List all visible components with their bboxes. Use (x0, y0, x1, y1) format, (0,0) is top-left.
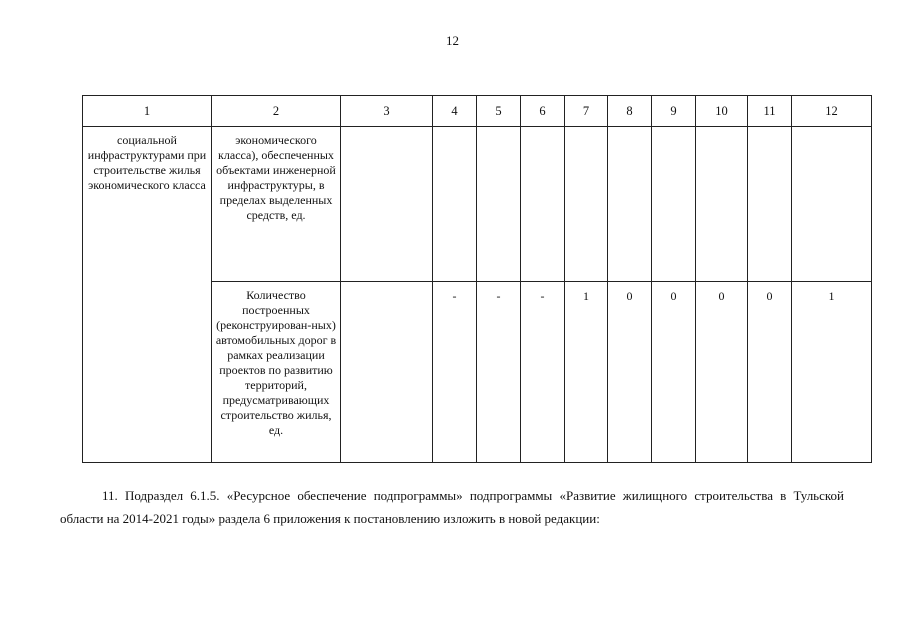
column-header: 3 (341, 96, 433, 127)
column-header: 8 (608, 96, 652, 127)
program-cell: социальной инфраструктурами при строительстве жилья экономического класса (83, 127, 212, 463)
column-header: 10 (696, 96, 748, 127)
indicator-cell: Количество построенных (реконструирован-ных) автомобильных дорог в рамках реализации проектов по развитию территорий, предусматривающих строительство жилья, ед. (212, 282, 341, 463)
column-header: 6 (521, 96, 565, 127)
column-header: 11 (748, 96, 792, 127)
empty-cell (565, 127, 608, 282)
column-header: 9 (652, 96, 696, 127)
value-cell: - (433, 282, 477, 463)
value-cell: 0 (748, 282, 792, 463)
empty-cell (341, 127, 433, 282)
value-cell: 0 (652, 282, 696, 463)
column-header: 7 (565, 96, 608, 127)
column-header: 1 (83, 96, 212, 127)
table-row (83, 127, 872, 282)
empty-cell (341, 282, 433, 463)
value-cell: - (521, 282, 565, 463)
indicator-cell: экономического класса), обеспеченных объектами инженерной инфраструктуры, в пределах выделенных средств, ед. (212, 127, 341, 282)
page-number: 12 (446, 33, 459, 48)
empty-cell (477, 127, 521, 282)
column-header: 12 (792, 96, 872, 127)
table-header-row (83, 96, 872, 127)
empty-cell (652, 127, 696, 282)
value-cell: 1 (792, 282, 872, 463)
indicators-table (82, 95, 872, 463)
empty-cell (748, 127, 792, 282)
empty-cell (608, 127, 652, 282)
empty-cell (696, 127, 748, 282)
column-header: 5 (477, 96, 521, 127)
body-paragraph: 11. Подраздел 6.1.5. «Ресурсное обеспечение подпрограммы» подпрограммы «Развитие жилищного строительства в Тульской области на 2014-2021 годы» раздела 6 приложения к постановлению изложить в новой редакции: (60, 488, 844, 526)
value-cell: - (477, 282, 521, 463)
column-header: 2 (212, 96, 341, 127)
empty-cell (433, 127, 477, 282)
value-cell: 0 (696, 282, 748, 463)
empty-cell (792, 127, 872, 282)
value-cell: 0 (608, 282, 652, 463)
value-cell: 1 (565, 282, 608, 463)
empty-cell (521, 127, 565, 282)
column-header: 4 (433, 96, 477, 127)
